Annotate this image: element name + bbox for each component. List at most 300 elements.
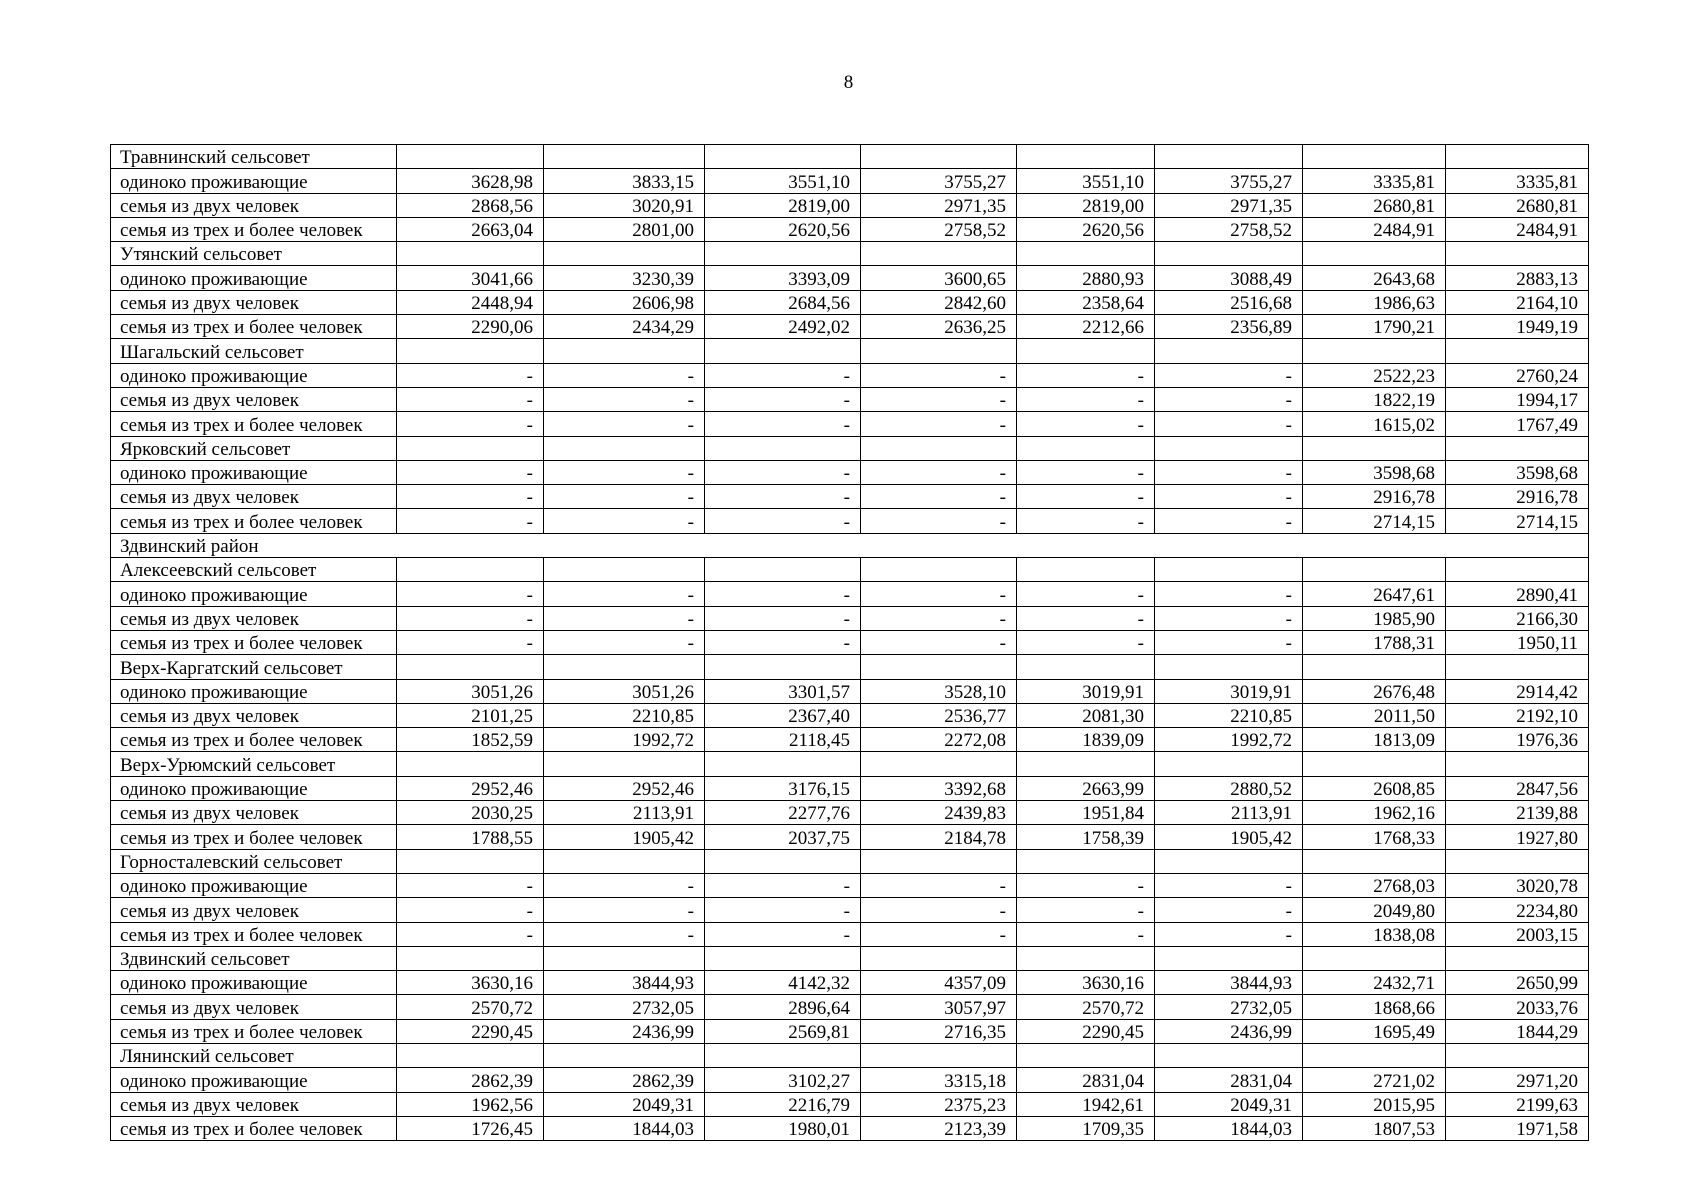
table-cell [1017,849,1155,873]
table-cell: 1839,09 [1017,728,1155,752]
table-row [111,1092,1589,1116]
table-cell: 2684,56 [705,290,861,314]
row-label: одиноко проживающие [111,169,397,193]
table-cell: 3335,81 [1303,169,1446,193]
table-cell: 2037,75 [705,825,861,849]
table-cell [544,339,705,363]
tariff-table [110,144,1589,1141]
table-row [111,509,1589,533]
table-cell: - [705,582,861,606]
table-cell [861,339,1017,363]
table-cell: 3176,15 [705,776,861,800]
table-cell [1017,655,1155,679]
table-cell: 1758,39 [1017,825,1155,849]
table-cell: - [861,509,1017,533]
row-label: семья из трех и более человек [111,1019,397,1043]
table-cell: 2003,15 [1446,922,1589,946]
table-cell: - [1017,387,1155,411]
table-cell: - [1017,898,1155,922]
table-cell [705,436,861,460]
table-cell: - [544,606,705,630]
table-cell: 2522,23 [1303,363,1446,387]
table-cell: - [397,630,544,654]
table-cell [397,946,544,970]
table-cell [1155,752,1303,776]
table-cell: 1768,33 [1303,825,1446,849]
table-cell: 2643,68 [1303,266,1446,290]
table-cell: - [705,485,861,509]
table-cell [861,1043,1017,1067]
table-cell: 1844,03 [1155,1116,1303,1140]
table-cell [861,752,1017,776]
table-cell [1017,339,1155,363]
table-row [111,266,1589,290]
table-cell: 3628,98 [397,169,544,193]
group-label: Травнинский сельсовет [111,145,397,169]
table-cell: - [861,606,1017,630]
table-cell [1303,1043,1446,1067]
table-cell: 1927,80 [1446,825,1589,849]
row-label: семья из двух человек [111,703,397,727]
table-cell: 1822,19 [1303,387,1446,411]
table-cell [1303,655,1446,679]
table-cell: 2952,46 [544,776,705,800]
table-cell: 3551,10 [705,169,861,193]
table-row [111,873,1589,897]
group-label: Верх-Урюмский сельсовет [111,752,397,776]
table-cell: 2758,52 [1155,217,1303,241]
table-cell [544,1043,705,1067]
table-cell [705,558,861,582]
table-cell: 2914,42 [1446,679,1589,703]
table-cell [1017,145,1155,169]
table-row [111,1019,1589,1043]
table-cell: - [544,873,705,897]
table-row [111,971,1589,995]
table-cell: 2139,88 [1446,801,1589,825]
table-cell: 2272,08 [861,728,1017,752]
table-cell: 2436,99 [1155,1019,1303,1043]
table-cell: 2714,15 [1446,509,1589,533]
table-cell: 2216,79 [705,1092,861,1116]
table-cell: 2184,78 [861,825,1017,849]
table-row [111,801,1589,825]
table-cell: - [544,630,705,654]
table-cell: 3755,27 [1155,169,1303,193]
row-label: одиноко проживающие [111,363,397,387]
row-label: одиноко проживающие [111,679,397,703]
table-cell: 3020,91 [544,193,705,217]
table-cell: - [544,582,705,606]
table-row [111,485,1589,509]
table-group-row [111,145,1589,169]
table-cell: 1726,45 [397,1116,544,1140]
table-row [111,1068,1589,1092]
table-cell: 2716,35 [861,1019,1017,1043]
table-cell: 1976,36 [1446,728,1589,752]
table-cell: - [861,630,1017,654]
table-cell [1446,752,1589,776]
table-cell: 2432,71 [1303,971,1446,995]
table-row [111,169,1589,193]
table-group-row [111,946,1589,970]
group-label: Здвинский сельсовет [111,946,397,970]
table-cell [1017,558,1155,582]
table-cell [397,145,544,169]
table-cell: 2367,40 [705,703,861,727]
table-cell: 2971,35 [1155,193,1303,217]
table-cell: - [861,460,1017,484]
table-cell [544,558,705,582]
table-cell: 3598,68 [1303,460,1446,484]
table-cell: 2570,72 [397,995,544,1019]
table-cell: 2758,52 [861,217,1017,241]
table-cell: - [861,485,1017,509]
table-cell [1017,436,1155,460]
table-cell: 2113,91 [1155,801,1303,825]
table-cell: - [705,387,861,411]
table-cell: 1951,84 [1017,801,1155,825]
table-cell: - [544,898,705,922]
table-cell: - [1155,485,1303,509]
table-cell: 2118,45 [705,728,861,752]
group-label: Алексеевский сельсовет [111,558,397,582]
row-label: семья из двух человек [111,485,397,509]
table-cell: 2760,24 [1446,363,1589,387]
table-cell [1155,436,1303,460]
table-cell: 2663,99 [1017,776,1155,800]
table-row [111,1116,1589,1140]
table-cell: 1615,02 [1303,412,1446,436]
row-label: семья из трех и более человек [111,412,397,436]
table-cell: 1790,21 [1303,315,1446,339]
table-cell: 2831,04 [1155,1068,1303,1092]
table-cell: 3600,65 [861,266,1017,290]
table-cell [1446,946,1589,970]
table-group-row [111,339,1589,363]
table-cell [1155,145,1303,169]
table-cell: 2113,91 [544,801,705,825]
table-cell: 4142,32 [705,971,861,995]
table-cell: 3833,15 [544,169,705,193]
table-cell: 2436,99 [544,1019,705,1043]
table-cell: 2732,05 [1155,995,1303,1019]
table-cell: 2015,95 [1303,1092,1446,1116]
table-cell: 1709,35 [1017,1116,1155,1140]
table-cell: 1868,66 [1303,995,1446,1019]
table-cell: 2650,99 [1446,971,1589,995]
table-cell: 2164,10 [1446,290,1589,314]
table-cell: 1844,29 [1446,1019,1589,1043]
table-cell [861,145,1017,169]
table-cell: 2842,60 [861,290,1017,314]
table-cell: - [544,363,705,387]
table-cell: 3335,81 [1446,169,1589,193]
table-cell: - [1155,606,1303,630]
table-cell [1446,242,1589,266]
table-cell: 1985,90 [1303,606,1446,630]
table-cell: - [397,873,544,897]
table-cell [1155,849,1303,873]
table-cell: - [544,509,705,533]
table-row [111,193,1589,217]
table-cell: 3598,68 [1446,460,1589,484]
table-cell: 2883,13 [1446,266,1589,290]
table-cell: - [397,387,544,411]
table-cell: - [1155,460,1303,484]
table-cell: 1767,49 [1446,412,1589,436]
row-label: семья из трех и более человек [111,630,397,654]
table-cell: 2676,48 [1303,679,1446,703]
table-cell: 1813,09 [1303,728,1446,752]
table-cell [1155,1043,1303,1067]
row-label: семья из двух человек [111,995,397,1019]
table-group-row [111,558,1589,582]
table-cell: 1844,03 [544,1116,705,1140]
group-label: Утянский сельсовет [111,242,397,266]
table-cell: - [705,363,861,387]
table-cell: - [1155,412,1303,436]
table-cell: 1838,08 [1303,922,1446,946]
table-row [111,582,1589,606]
table-cell [705,145,861,169]
table-cell: 3230,39 [544,266,705,290]
table-cell [1155,946,1303,970]
table-row [111,363,1589,387]
table-cell: - [861,363,1017,387]
table-row [111,703,1589,727]
table-cell: 1905,42 [544,825,705,849]
table-cell: - [1155,582,1303,606]
table-cell: 2101,25 [397,703,544,727]
table-cell: 3301,57 [705,679,861,703]
table-cell: - [861,582,1017,606]
table-cell: 2847,56 [1446,776,1589,800]
table-cell: - [1017,582,1155,606]
table-cell: 2890,41 [1446,582,1589,606]
table-row [111,387,1589,411]
row-label: одиноко проживающие [111,873,397,897]
table-row [111,776,1589,800]
table-cell: 1852,59 [397,728,544,752]
table-section-row [111,533,1589,557]
table-cell: 2212,66 [1017,315,1155,339]
table-cell: - [705,630,861,654]
table-cell [1446,436,1589,460]
table-cell [1303,436,1446,460]
table-cell [861,849,1017,873]
table-cell: 1992,72 [544,728,705,752]
table-cell: 1994,17 [1446,387,1589,411]
table-cell [861,655,1017,679]
table-cell: 2801,00 [544,217,705,241]
table-cell [397,1043,544,1067]
table-group-row [111,849,1589,873]
table-cell: - [861,898,1017,922]
table-cell: 2290,45 [397,1019,544,1043]
table-cell: 2192,10 [1446,703,1589,727]
table-cell [1446,145,1589,169]
row-label: семья из трех и более человек [111,728,397,752]
group-label: Ярковский сельсовет [111,436,397,460]
table-cell [544,752,705,776]
table-cell: 2680,81 [1303,193,1446,217]
table-cell: 1980,01 [705,1116,861,1140]
table-cell: - [1017,363,1155,387]
table-group-row [111,1043,1589,1067]
table-cell: - [1017,630,1155,654]
table-cell [1155,339,1303,363]
table-cell [1446,849,1589,873]
table-cell [705,849,861,873]
table-cell: - [544,922,705,946]
table-group-row [111,242,1589,266]
row-label: семья из двух человек [111,1092,397,1116]
table-cell: 2210,85 [544,703,705,727]
table-cell: - [397,922,544,946]
table-cell: 3844,93 [1155,971,1303,995]
group-label: Верх-Каргатский сельсовет [111,655,397,679]
table-cell: 2123,39 [861,1116,1017,1140]
table-cell [397,752,544,776]
table-cell [1303,946,1446,970]
table-cell [1446,1043,1589,1067]
table-cell: 1962,16 [1303,801,1446,825]
table-cell [544,946,705,970]
table-cell: 1949,19 [1446,315,1589,339]
table-group-row [111,436,1589,460]
table-cell: 2434,29 [544,315,705,339]
table-cell [544,242,705,266]
table-cell: - [544,387,705,411]
table-cell: 3630,16 [397,971,544,995]
table-cell: - [861,387,1017,411]
row-label: семья из трех и более человек [111,217,397,241]
table-cell: 1788,31 [1303,630,1446,654]
table-cell: 3392,68 [861,776,1017,800]
table-cell: 3019,91 [1155,679,1303,703]
table-cell: - [705,606,861,630]
table-cell [1303,242,1446,266]
table-cell [397,655,544,679]
table-cell: 2608,85 [1303,776,1446,800]
table-cell: - [1017,509,1155,533]
row-label: одиноко проживающие [111,460,397,484]
table-cell: 2880,52 [1155,776,1303,800]
table-cell: 3393,09 [705,266,861,290]
row-label: одиноко проживающие [111,776,397,800]
table-row [111,217,1589,241]
group-label: Лянинский сельсовет [111,1043,397,1067]
table-cell [544,436,705,460]
table-cell: 3088,49 [1155,266,1303,290]
table-cell [1446,655,1589,679]
group-label: Горносталевский сельсовет [111,849,397,873]
table-cell: - [861,412,1017,436]
table-cell [705,752,861,776]
table-cell [1017,242,1155,266]
table-row [111,315,1589,339]
table-cell: 2277,76 [705,801,861,825]
table-cell: 2011,50 [1303,703,1446,727]
table-cell: - [397,460,544,484]
table-row [111,290,1589,314]
table-cell: 2663,04 [397,217,544,241]
table-cell: - [1017,873,1155,897]
table-row [111,825,1589,849]
table-cell [397,849,544,873]
table-cell: 2620,56 [1017,217,1155,241]
table-cell: - [544,485,705,509]
table-cell: 1950,11 [1446,630,1589,654]
row-label: одиноко проживающие [111,582,397,606]
table-cell: 2166,30 [1446,606,1589,630]
table-cell: 2636,25 [861,315,1017,339]
table-cell [397,339,544,363]
table-cell [1017,1043,1155,1067]
row-label: семья из двух человек [111,193,397,217]
table-cell: - [397,606,544,630]
row-label: одиноко проживающие [111,971,397,995]
table-cell: - [1017,606,1155,630]
table-cell: 4357,09 [861,971,1017,995]
table-cell: 3755,27 [861,169,1017,193]
table-cell: 2033,76 [1446,995,1589,1019]
table-cell: - [705,873,861,897]
table-cell: - [1155,509,1303,533]
table-cell: - [1155,922,1303,946]
table-cell: 3057,97 [861,995,1017,1019]
table-cell: 2199,63 [1446,1092,1589,1116]
table-cell: - [397,363,544,387]
section-label: Здвинский район [111,533,1589,557]
table-cell: 2484,91 [1446,217,1589,241]
table-cell [1303,145,1446,169]
table-cell: 2896,64 [705,995,861,1019]
table-row [111,898,1589,922]
table-row [111,922,1589,946]
table-cell: 2290,45 [1017,1019,1155,1043]
table-cell [705,242,861,266]
table-cell: 2819,00 [1017,193,1155,217]
table-cell: - [397,898,544,922]
table-group-row [111,655,1589,679]
table-cell [1155,655,1303,679]
table-cell: 2916,78 [1303,485,1446,509]
table-cell [1303,339,1446,363]
table-cell: 3051,26 [397,679,544,703]
table-cell: 2916,78 [1446,485,1589,509]
table-row [111,630,1589,654]
table-cell: - [1155,363,1303,387]
table-cell: 2952,46 [397,776,544,800]
table-cell: - [705,460,861,484]
row-label: семья из трех и более человек [111,825,397,849]
table-cell: 1986,63 [1303,290,1446,314]
table-cell: 2721,02 [1303,1068,1446,1092]
table-cell [705,946,861,970]
table-cell: 1788,55 [397,825,544,849]
table-cell: 2868,56 [397,193,544,217]
table-cell: 2358,64 [1017,290,1155,314]
table-cell: 2971,20 [1446,1068,1589,1092]
table-cell: - [1155,873,1303,897]
table-cell: 2647,61 [1303,582,1446,606]
table-cell [1446,558,1589,582]
table-cell [705,1043,861,1067]
table-cell: - [705,898,861,922]
table-cell [1446,339,1589,363]
